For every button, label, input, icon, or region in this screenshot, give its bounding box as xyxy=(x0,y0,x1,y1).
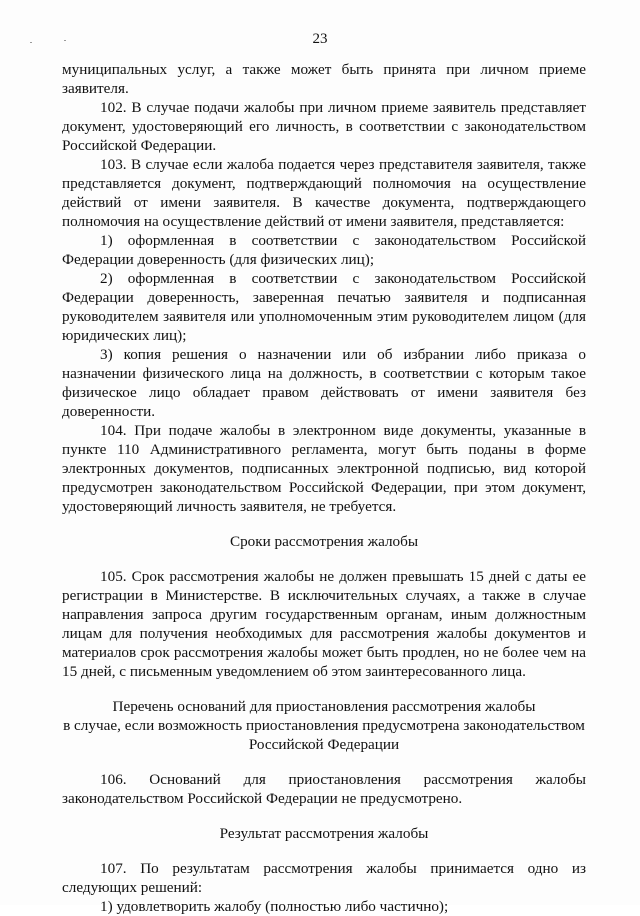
section-heading-suspension-line2: в случае, если возможность приостановления предусмотрена законодательством xyxy=(63,717,585,734)
section-heading-suspension-line1: Перечень оснований для приостановления рассмотрения жалобы xyxy=(112,698,536,715)
section-heading-terms: Сроки рассмотрения жалобы xyxy=(229,533,419,550)
paragraph-104: 104. При подаче жалобы в электронном виде документы, указанные в пункте 110 Административного регламента, могут быть поданы в форме электронных документов, подписанных электронной подписью, вид которой предусмотрен законодательством Российской Федерации, при этом документ, удостоверяющий личность заявителя, не требуется. xyxy=(62,422,586,515)
paragraph-105: 105. Срок рассмотрения жалобы не должен превышать 15 дней с даты ее регистрации в Министерстве. В исключительных случаях, а также в случае направления запроса другим государственным органам, иным должностным лицам для получения необходимых для рассмотрения жалобы документов и материалов срок рассмотрения жалобы может быть продлен, но не более чем на 15 дней, с письменным уведомлением об этом заинтересованного лица. xyxy=(62,568,586,680)
paragraph-107: 107. По результатам рассмотрения жалобы принимается одно из следующих решений: xyxy=(62,860,586,896)
paragraph-106: 106. Оснований для приостановления рассмотрения жалобы законодательством Российской Федерации не предусмотрено. xyxy=(62,771,586,807)
page-number: 23 xyxy=(312,31,328,47)
document-body xyxy=(62,60,586,916)
result-item-1: 1) удовлетворить жалобу (полностью либо частично); xyxy=(100,898,449,915)
section-heading-result: Результат рассмотрения жалобы xyxy=(219,825,429,842)
paragraph-102: 102. В случае подачи жалобы при личном приеме заявитель представляет документ, удостоверяющий его личность, в соответствии с законодательством Российской Федерации. xyxy=(62,99,586,154)
list-item-2: 2) оформленная в соответствии с законодательством Российской Федерации доверенность, заверенная печатью заявителя и подписанная руководителем заявителя или уполномоченным этим руководителем лицом (для юридических лиц); xyxy=(62,270,586,344)
list-item-3: 3) копия решения о назначении или об избрании либо приказа о назначении физического лица на должность, в соответствии с которым такое физическое лицо обладает правом действовать от имени заявителя без доверенности. xyxy=(62,346,586,420)
paragraph-continuation: муниципальных услуг, а также может быть принята при личном приеме заявителя. xyxy=(62,61,586,97)
section-heading-suspension-line3: Российской Федерации xyxy=(248,736,400,753)
list-item-1: 1) оформленная в соответствии с законодательством Российской Федерации доверенность (для физических лиц); xyxy=(62,232,586,268)
paragraph-103: 103. В случае если жалоба подается через представителя заявителя, также представляется документ, подтверждающий полномочия на осуществление действий от имени заявителя. В качестве документа, подтверждающего полномочия на осуществление действий от имени заявителя, представляется: xyxy=(62,156,586,230)
